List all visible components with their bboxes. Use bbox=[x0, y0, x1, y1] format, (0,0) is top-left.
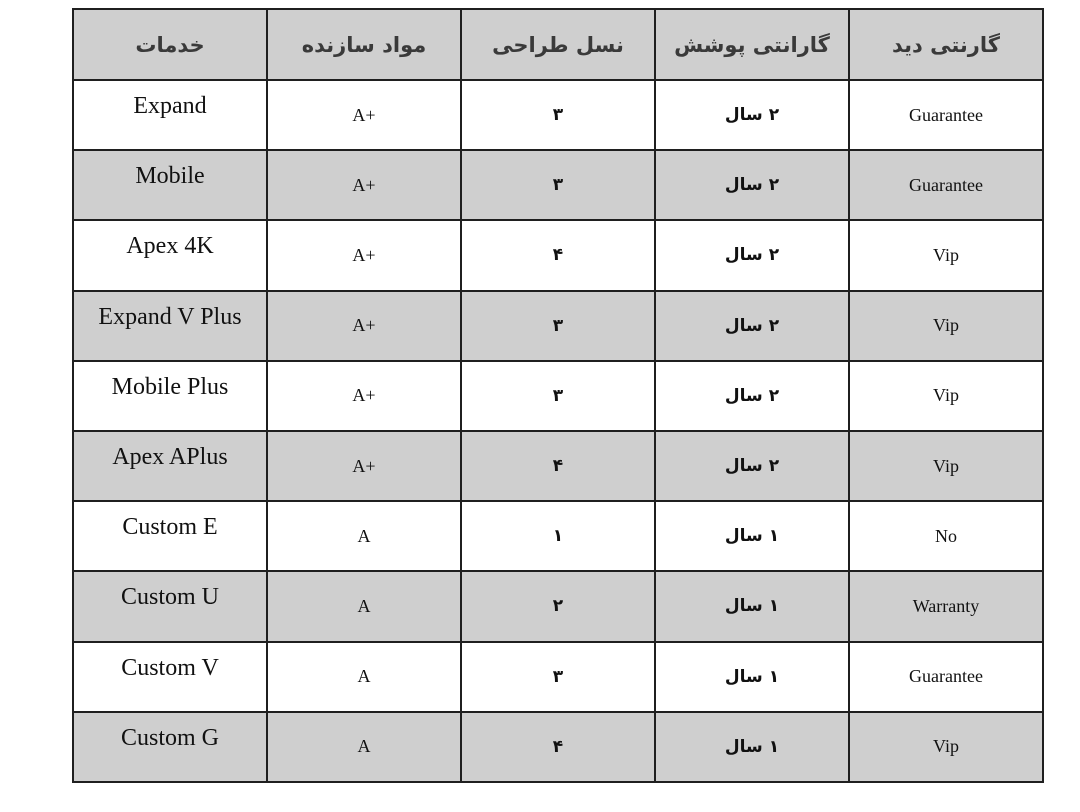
generation-cell: ۳ bbox=[461, 361, 655, 431]
generation-cell: ۴ bbox=[461, 712, 655, 782]
vision-cell: Guarantee bbox=[849, 150, 1043, 220]
table-row bbox=[73, 220, 1043, 290]
vision-cell: Guarantee bbox=[849, 642, 1043, 712]
service-cell: Custom E bbox=[73, 501, 267, 571]
service-cell: Custom V bbox=[73, 642, 267, 712]
service-cell: Custom U bbox=[73, 571, 267, 641]
material-cell: A+ bbox=[267, 80, 461, 150]
vision-cell: Vip bbox=[849, 712, 1043, 782]
coverage-cell: ۲ سال bbox=[655, 80, 849, 150]
material-cell: A bbox=[267, 642, 461, 712]
vision-cell: Guarantee bbox=[849, 80, 1043, 150]
header-generation: نسل طراحی bbox=[461, 9, 655, 80]
vision-cell: Warranty bbox=[849, 571, 1043, 641]
material-cell: A+ bbox=[267, 361, 461, 431]
header-material: مواد سازنده bbox=[267, 9, 461, 80]
table-row bbox=[73, 431, 1043, 501]
header-coverage-warranty: گارانتی پوشش bbox=[655, 9, 849, 80]
table-row bbox=[73, 571, 1043, 641]
header-vision-warranty: گارنتی دید bbox=[849, 9, 1043, 80]
vision-cell: Vip bbox=[849, 220, 1043, 290]
material-cell: A+ bbox=[267, 291, 461, 361]
coverage-cell: ۲ سال bbox=[655, 220, 849, 290]
coverage-cell: ۱ سال bbox=[655, 712, 849, 782]
vision-cell: Vip bbox=[849, 291, 1043, 361]
material-cell: A bbox=[267, 712, 461, 782]
comparison-table bbox=[72, 8, 1044, 783]
material-cell: A+ bbox=[267, 150, 461, 220]
coverage-cell: ۲ سال bbox=[655, 291, 849, 361]
generation-cell: ۳ bbox=[461, 291, 655, 361]
material-cell: A bbox=[267, 571, 461, 641]
service-cell: Expand bbox=[73, 80, 267, 150]
table-row bbox=[73, 80, 1043, 150]
coverage-cell: ۱ سال bbox=[655, 642, 849, 712]
material-cell: A+ bbox=[267, 220, 461, 290]
generation-cell: ۴ bbox=[461, 220, 655, 290]
service-cell: Expand V Plus bbox=[73, 291, 267, 361]
vision-cell: No bbox=[849, 501, 1043, 571]
table-row bbox=[73, 361, 1043, 431]
generation-cell: ۳ bbox=[461, 150, 655, 220]
service-cell: Apex APlus bbox=[73, 431, 267, 501]
table-row bbox=[73, 291, 1043, 361]
table-row bbox=[73, 712, 1043, 782]
service-cell: Apex 4K bbox=[73, 220, 267, 290]
coverage-cell: ۲ سال bbox=[655, 150, 849, 220]
material-cell: A+ bbox=[267, 431, 461, 501]
header-row bbox=[73, 9, 1043, 80]
generation-cell: ۳ bbox=[461, 80, 655, 150]
vision-cell: Vip bbox=[849, 431, 1043, 501]
table-row bbox=[73, 642, 1043, 712]
header-services: خدمات bbox=[73, 9, 267, 80]
generation-cell: ۲ bbox=[461, 571, 655, 641]
coverage-cell: ۲ سال bbox=[655, 431, 849, 501]
table-row bbox=[73, 150, 1043, 220]
service-cell: Custom G bbox=[73, 712, 267, 782]
coverage-cell: ۱ سال bbox=[655, 571, 849, 641]
coverage-cell: ۲ سال bbox=[655, 361, 849, 431]
service-cell: Mobile Plus bbox=[73, 361, 267, 431]
material-cell: A bbox=[267, 501, 461, 571]
generation-cell: ۴ bbox=[461, 431, 655, 501]
coverage-cell: ۱ سال bbox=[655, 501, 849, 571]
table-row bbox=[73, 501, 1043, 571]
generation-cell: ۱ bbox=[461, 501, 655, 571]
generation-cell: ۳ bbox=[461, 642, 655, 712]
service-cell: Mobile bbox=[73, 150, 267, 220]
vision-cell: Vip bbox=[849, 361, 1043, 431]
